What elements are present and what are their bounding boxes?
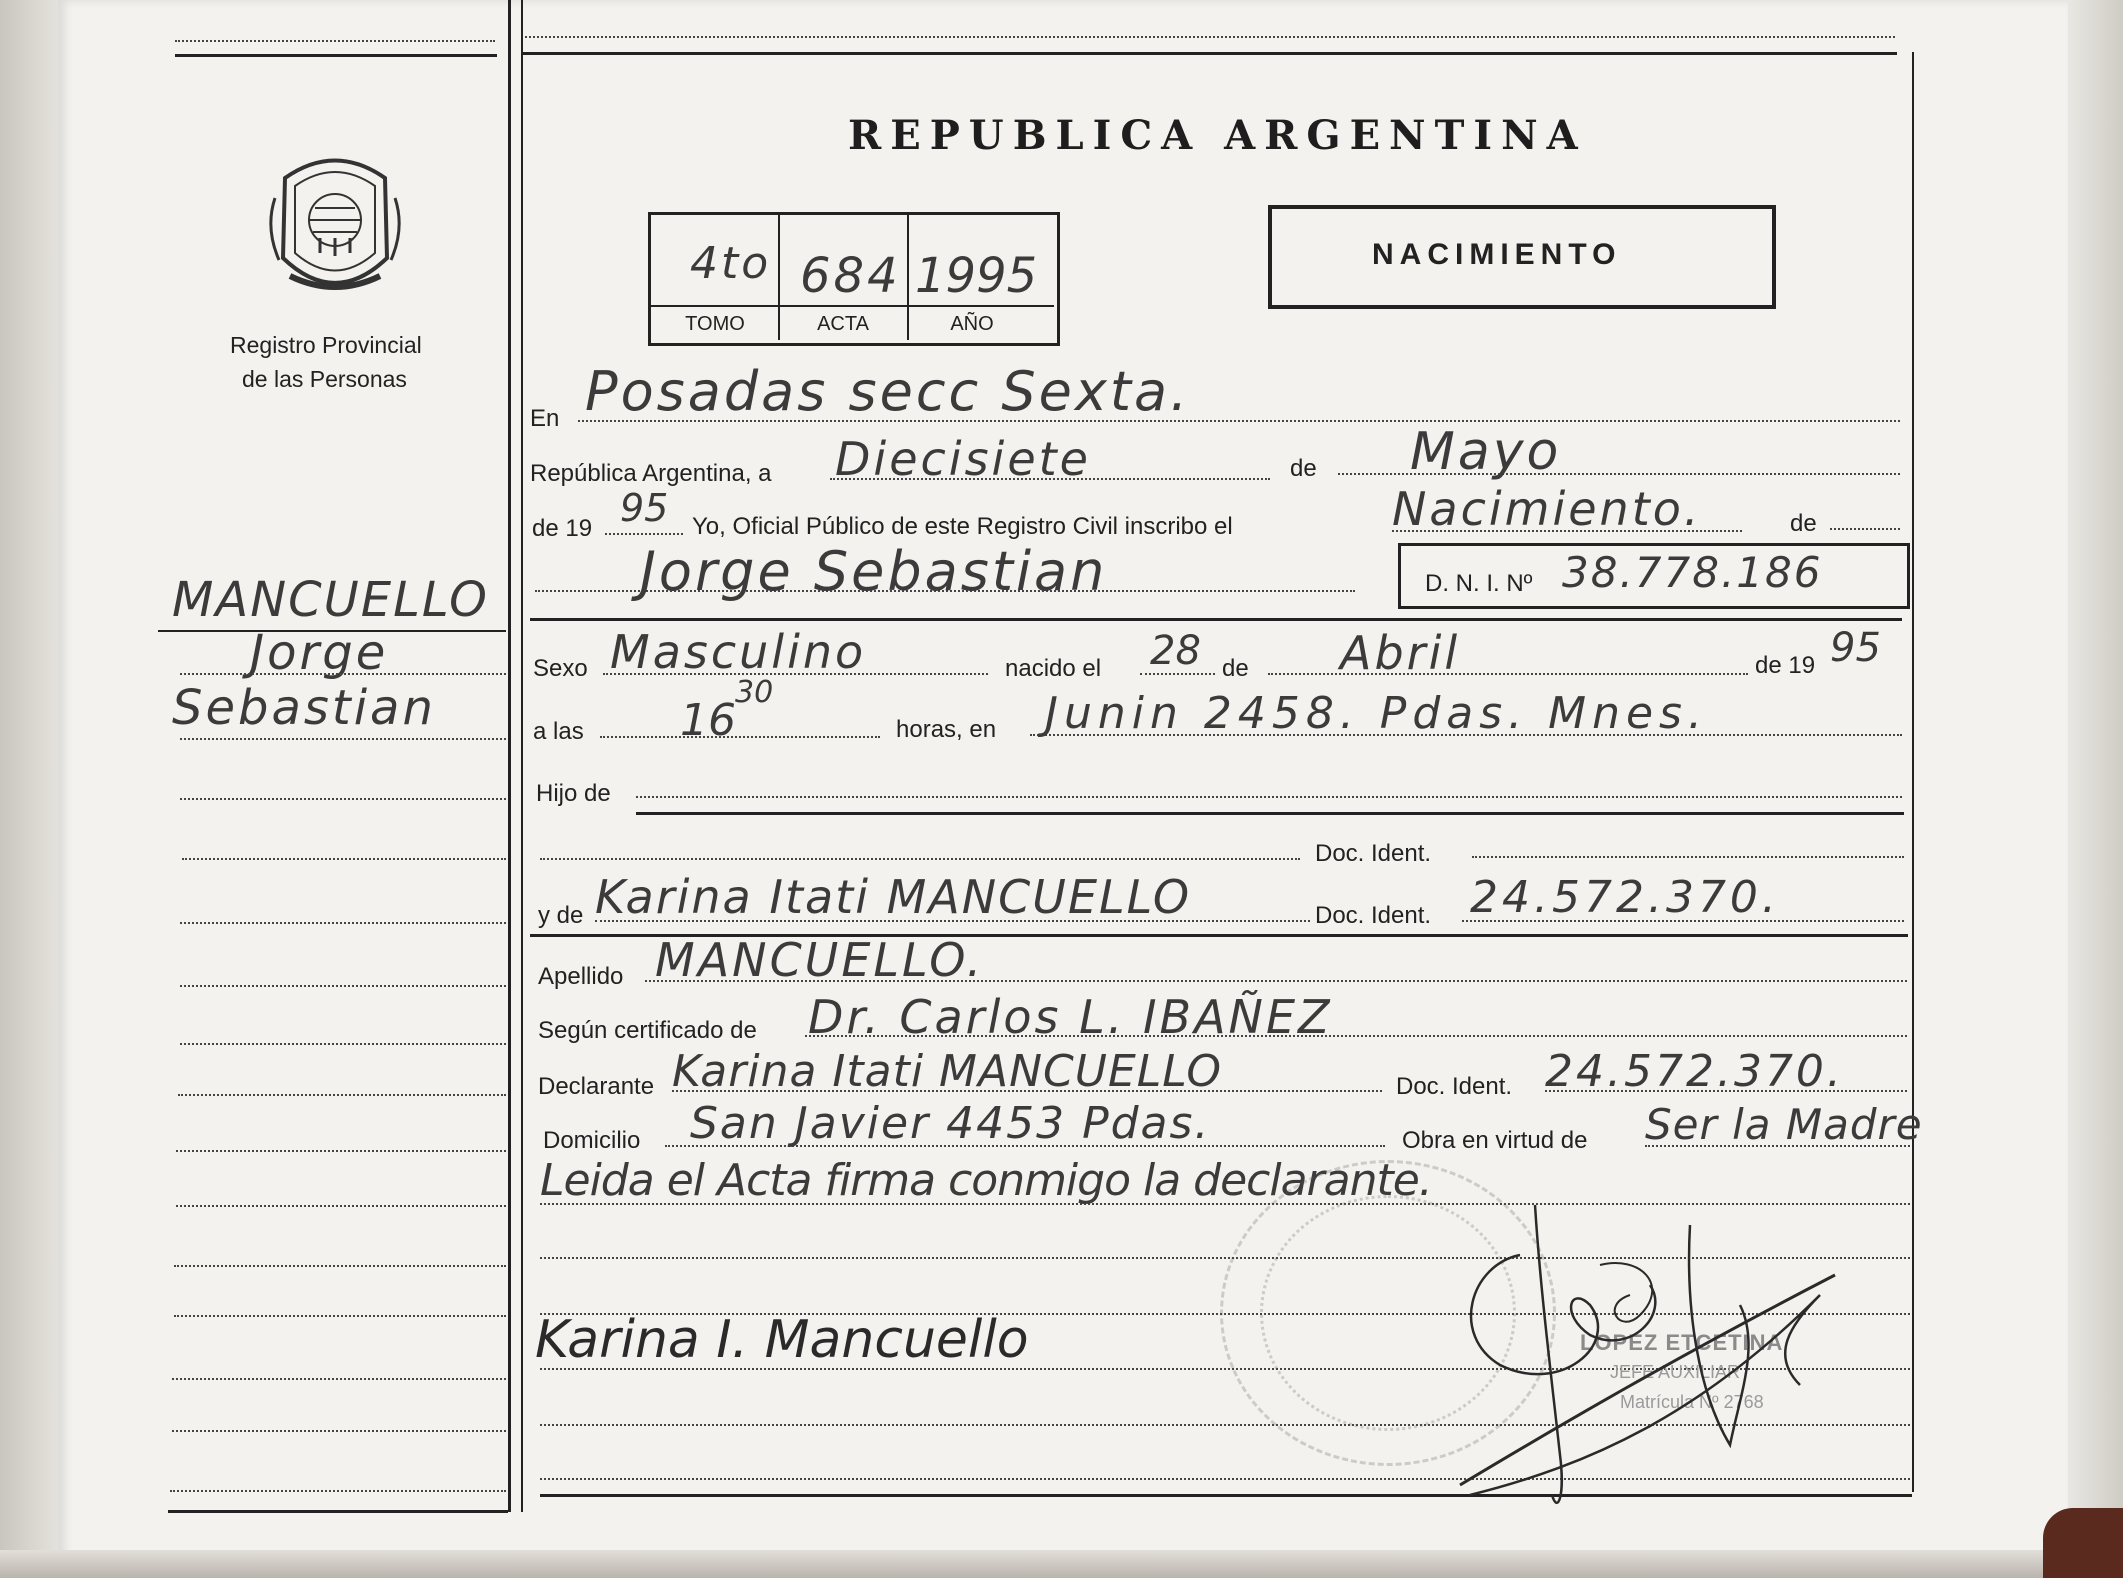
rule-hijo-de <box>636 812 1904 815</box>
margin-dotline-6 <box>180 985 506 987</box>
hw-anio-nac: 95 <box>1830 625 1881 671</box>
margin-dotline-11 <box>174 1265 506 1267</box>
label-doc-ident-2: Doc. Ident. <box>1315 902 1432 929</box>
label-segun: Según certificado de <box>538 1017 757 1044</box>
margin-apellido: MANCUELLO <box>172 572 489 628</box>
label-declarante: Declarante <box>538 1073 655 1100</box>
label-yo-oficial: Yo, Oficial Público de este Registro Civil inscribo el <box>692 513 1233 540</box>
dotline-hijo-de <box>636 796 1902 798</box>
country-title: REPUBLICA ARGENTINA <box>848 112 1587 159</box>
label-republica: República Argentina, a <box>530 460 772 487</box>
stamp-line2: JEFE AUXILIAR <box>1610 1362 1741 1382</box>
hw-madre: Karina Itati MANCUELLO <box>595 870 1192 924</box>
margin-dotline-13 <box>172 1378 506 1380</box>
registry-name-line2: de las Personas <box>242 366 407 392</box>
acta-value: 684 <box>800 248 901 304</box>
margin-nombre1: Jorge <box>250 625 389 681</box>
margin-dotline-8 <box>178 1094 506 1096</box>
registry-name-line1: Registro Provincial <box>230 332 422 358</box>
page-edge <box>2068 0 2123 1578</box>
label-de19-b: de 19 <box>1755 652 1816 679</box>
acta-label: ACTA <box>817 313 869 335</box>
label-doc-ident: Doc. Ident. <box>1315 840 1432 867</box>
hw-apellido: MANCUELLO. <box>655 933 985 987</box>
label-horas-en: horas, en <box>896 716 997 743</box>
hw-hora: 16 <box>680 695 736 746</box>
stamp-line3: Matrícula Nº 2768 <box>1620 1392 1764 1412</box>
hw-minutos: 30 <box>735 675 774 710</box>
tomo-value: 4to <box>690 238 772 289</box>
record-box-rule <box>650 305 1054 307</box>
hw-obra: Ser la Madre <box>1645 1100 1923 1149</box>
anio-value: 1995 <box>915 248 1038 304</box>
column-divider <box>508 0 511 1512</box>
label-a-las: a las <box>533 718 584 745</box>
margin-dotline-10 <box>176 1205 506 1207</box>
act-type-label: NACIMIENTO <box>1372 238 1622 271</box>
label-domicilio: Domicilio <box>543 1127 641 1154</box>
hw-madre-doc: 24.572.370. <box>1470 872 1780 923</box>
margin-dotline-4 <box>182 858 506 860</box>
rule-after-dni <box>530 618 1902 621</box>
page-bottom-edge <box>0 1550 2123 1578</box>
label-doc-ident-3: Doc. Ident. <box>1396 1073 1513 1100</box>
right-border <box>1912 52 1914 1492</box>
hw-lugar: Posadas secc Sexta. <box>585 360 1191 423</box>
dotline-padre-doc <box>1472 856 1904 858</box>
margin-dotline-15 <box>170 1490 506 1492</box>
top-dotline <box>525 36 1895 38</box>
margin-dotline-9 <box>176 1150 506 1152</box>
misiones-emblem-icon <box>265 148 405 308</box>
hw-lugar-nac: Junin 2458. Pdas. Mnes. <box>1045 688 1708 739</box>
margin-dotline-12 <box>174 1315 506 1317</box>
hw-dia: Diecisiete <box>835 432 1091 486</box>
label-de19: de 19 <box>532 515 593 542</box>
dotline-de-end <box>1830 528 1900 530</box>
hw-mes-nac: Abril <box>1340 626 1461 680</box>
label-y-de: y de <box>538 902 584 929</box>
margin-dotline-2 <box>180 738 506 740</box>
label-de: de <box>1290 455 1317 482</box>
margin-dotline-14 <box>172 1430 506 1432</box>
label-sexo: Sexo <box>533 655 588 682</box>
column-divider-inner <box>521 0 523 1512</box>
label-de-end: de <box>1790 510 1817 537</box>
label-en: En <box>530 405 560 432</box>
book-spine <box>0 0 58 1578</box>
hw-dni: 38.778.186 <box>1562 548 1823 597</box>
hw-declarante-doc: 24.572.370. <box>1545 1046 1844 1097</box>
dotline-anio <box>605 533 683 535</box>
book-cover-corner <box>2043 1508 2123 1578</box>
hw-certificado: Dr. Carlos L. IBAÑEZ <box>808 990 1333 1044</box>
label-obra: Obra en virtud de <box>1402 1127 1588 1154</box>
anio-label: AÑO <box>950 313 994 335</box>
label-nacido-el: nacido el <box>1005 655 1102 682</box>
dotline-padre <box>540 858 1300 860</box>
margin-rule-bottom <box>168 1510 508 1513</box>
margin-dotline-1 <box>180 673 506 675</box>
declarant-signature: Karina I. Mancuello <box>535 1310 1029 1370</box>
hw-nota: Leida el Acta firma conmigo la declarante. <box>540 1155 1432 1206</box>
hw-dia-nac: 28 <box>1150 628 1201 674</box>
margin-dotline-5 <box>180 922 506 924</box>
hw-anio-short: 95 <box>620 486 669 530</box>
top-margin-dotline <box>175 40 495 42</box>
hw-declarante: Karina Itati MANCUELLO <box>672 1046 1223 1097</box>
label-de-mes: de <box>1222 655 1249 682</box>
hw-sexo: Masculino <box>610 625 867 679</box>
label-hijo-de: Hijo de <box>536 780 611 807</box>
hw-mes: Mayo <box>1410 422 1562 482</box>
hw-domicilio: San Javier 4453 Pdas. <box>690 1098 1211 1149</box>
stamp-line1: LOPEZ ETCETINA <box>1580 1330 1784 1355</box>
top-margin-rule <box>175 54 497 57</box>
margin-dotline-3 <box>180 798 506 800</box>
tomo-label: TOMO <box>685 313 745 335</box>
hw-nombre: Jorge Sebastian <box>640 540 1108 603</box>
dotline-hora <box>600 736 880 738</box>
label-apellido: Apellido <box>538 963 624 990</box>
top-rule <box>522 52 1897 55</box>
margin-dotline-7 <box>180 1043 506 1045</box>
hw-acto: Nacimiento. <box>1392 482 1702 536</box>
label-dni: D. N. I. Nº <box>1425 570 1533 597</box>
margin-nombre2: Sebastian <box>172 680 436 736</box>
official-signature-icon <box>1440 1195 1860 1525</box>
